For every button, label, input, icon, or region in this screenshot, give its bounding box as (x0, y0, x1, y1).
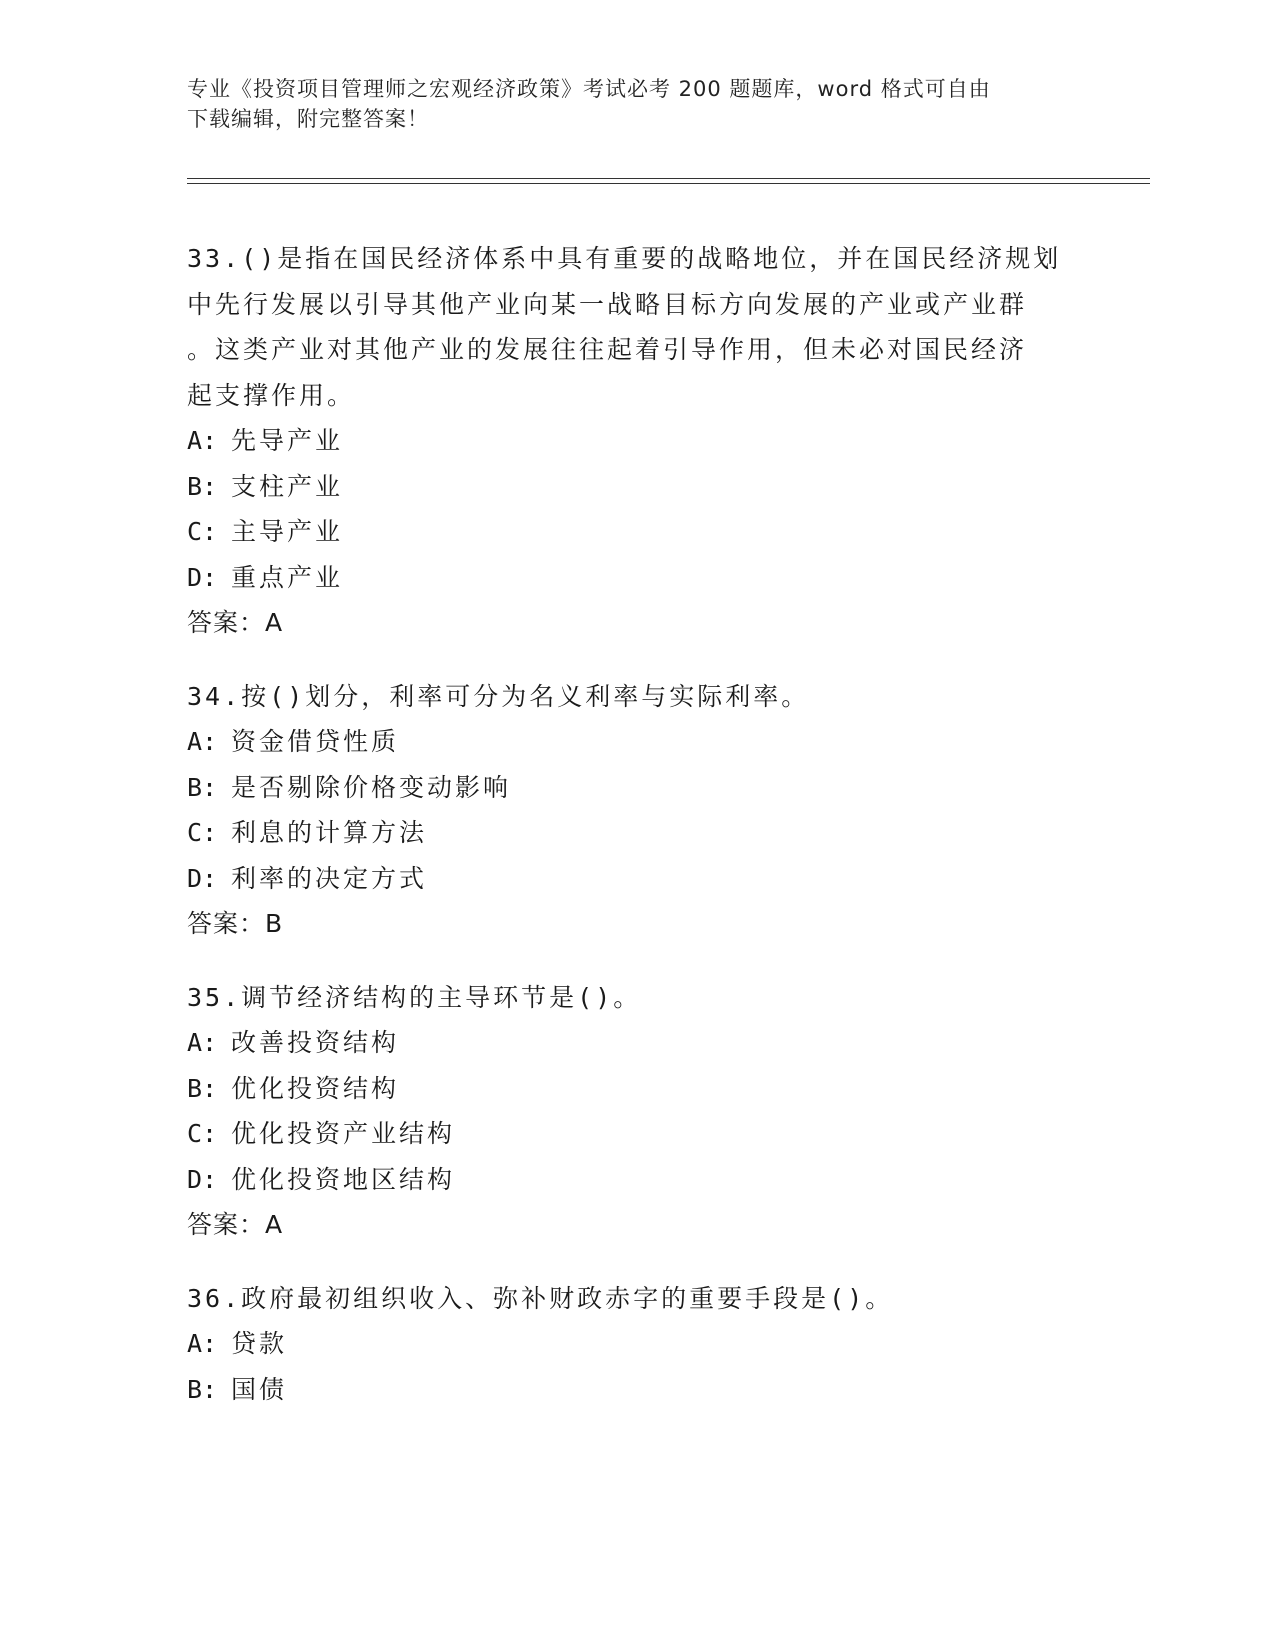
option-b (187, 1367, 1107, 1413)
question-33 (187, 236, 1107, 646)
question-34 (187, 674, 1107, 947)
question-stem (187, 236, 1107, 418)
option-c (187, 509, 1107, 555)
option-text: 改善投资结构 (231, 1028, 400, 1057)
header-note-line-1: 专业《投资项目管理师之宏观经济政策》考试必考 200 题题库，word 格式可自由 (187, 77, 991, 101)
option-b (187, 765, 1107, 811)
header-divider-top (187, 178, 1150, 179)
question-stem-line: 34.按()划分，利率可分为名义利率与实际利率。 (187, 681, 810, 711)
question-stem-line: 中先行发展以引导其他产业向某一战略目标方向发展的产业或产业群 (187, 289, 1028, 319)
option-d (187, 1157, 1107, 1203)
question-36 (187, 1276, 1107, 1413)
option-b (187, 1066, 1107, 1112)
header-note-line-2: 下载编辑，附完整答案！ (187, 107, 429, 131)
option-text: 优化投资地区结构 (231, 1164, 456, 1194)
option-text: 先导产业 (231, 426, 344, 455)
option-key: A: (187, 1028, 218, 1057)
question-stem-line: 36.政府最初组织收入、弥补财政赤字的重要手段是()。 (187, 1283, 894, 1313)
option-key: A: (187, 426, 218, 455)
option-key: A: (187, 727, 218, 756)
question-stem-line: 。这类产业对其他产业的发展往往起着引导作用，但未必对国民经济 (187, 335, 1028, 364)
option-d (187, 555, 1107, 601)
option-text: 利率的决定方式 (231, 863, 428, 893)
option-key: D: (187, 863, 218, 893)
question-stem-line: 35.调节经济结构的主导环节是()。 (187, 982, 642, 1012)
option-key: B: (187, 772, 218, 802)
answer-line: 答案：A (187, 1210, 284, 1239)
option-key: D: (187, 1164, 218, 1194)
option-text: 优化投资产业结构 (231, 1119, 456, 1148)
option-text: 重点产业 (231, 562, 344, 592)
option-text: 贷款 (231, 1329, 288, 1358)
option-key: B: (187, 1374, 218, 1404)
option-text: 国债 (231, 1374, 288, 1404)
answer-line: 答案：B (187, 909, 284, 938)
option-a (187, 1321, 1107, 1367)
question-stem-line: 33.()是指在国民经济体系中具有重要的战略地位，并在国民经济规划 (187, 244, 1062, 273)
question-stem (187, 674, 1107, 720)
option-key: D: (187, 562, 218, 592)
question-stem-line: 起支撑作用。 (187, 380, 356, 410)
option-a (187, 418, 1107, 464)
option-text: 利息的计算方法 (231, 818, 428, 847)
option-key: B: (187, 471, 218, 501)
option-key: B: (187, 1073, 218, 1103)
option-text: 主导产业 (231, 517, 344, 546)
question-stem (187, 1276, 1107, 1322)
option-text: 优化投资结构 (231, 1073, 400, 1103)
option-c (187, 1111, 1107, 1157)
option-b (187, 464, 1107, 510)
header-note (187, 74, 1087, 134)
option-a (187, 719, 1107, 765)
header-divider-bottom (187, 183, 1150, 184)
option-key: C: (187, 1119, 218, 1148)
option-key: C: (187, 517, 218, 546)
option-key: C: (187, 818, 218, 847)
question-list (187, 236, 1107, 1440)
answer-line: 答案：A (187, 608, 284, 637)
option-text: 支柱产业 (231, 471, 344, 501)
option-text: 资金借贷性质 (231, 727, 400, 756)
question-stem (187, 975, 1107, 1021)
question-35 (187, 975, 1107, 1248)
option-c (187, 810, 1107, 856)
option-key: A: (187, 1329, 218, 1358)
option-text: 是否剔除价格变动影响 (231, 772, 512, 802)
option-a (187, 1020, 1107, 1066)
option-d (187, 856, 1107, 902)
